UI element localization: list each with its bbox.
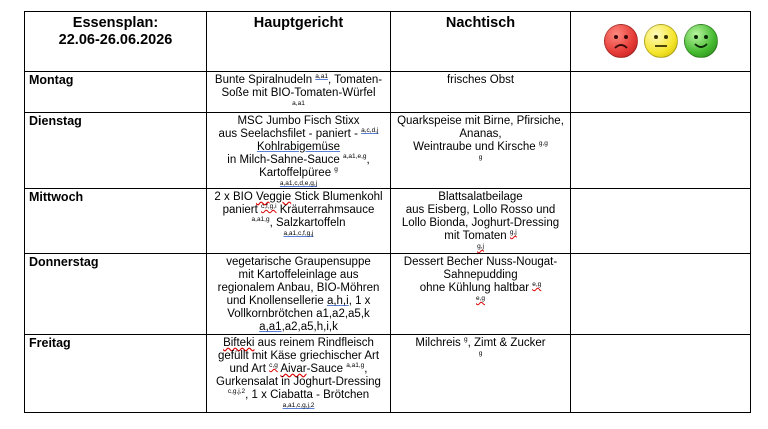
dessert: Blattsalatbeilage aus Eisberg, Lollo Rosso und Lollo Bionda, Joghurt-Dressing mit Tomaten $^{g,j}$ g,j (391, 189, 571, 254)
title-cell (25, 12, 207, 72)
dessert: Milchreis $^g$, Zimt & Zucker g (391, 335, 571, 413)
dessert: Quarkspeise mit Birne, Pfirsiche, Ananas, Weintraube und Kirsche $^{g,g}$ g (391, 113, 571, 189)
main-dish: Bunte Spiralnudeln $^{a,a1}$, Tomaten- Soße mit BIO-Tomaten-Würfel a,a1 (207, 72, 391, 113)
title-line1: Essensplan: (72, 15, 159, 31)
rating-cell (571, 12, 751, 72)
day-label: Freitag (25, 335, 207, 413)
header-row (25, 12, 751, 72)
sad-face-icon[interactable] (604, 24, 638, 58)
neutral-face-icon[interactable] (644, 24, 678, 58)
rating-empty (571, 254, 751, 335)
header-main: Hauptgericht (207, 12, 391, 72)
row-monday (25, 72, 751, 113)
row-wednesday (25, 189, 751, 254)
main-dish: Bifteki aus reinem Rindfleisch gefüllt mit Käse griechischer Art und Art $^{c,g}$ Aivar-Sauce $^{a,a1,g}$, Gurkensalat in Joghurt-Dressing $^{c,g,j,2}$, 1 x Ciabatta - Brötchen a,a1,c,g,j,2 (207, 335, 391, 413)
rating-empty (571, 189, 751, 254)
day-label: Donnerstag (25, 254, 207, 335)
menu-table (24, 11, 751, 413)
main-dish: 2 x BIO Veggie Stick Blumenkohl paniert $^{c,f,g,i}$ Kräuterrahmsauce $^{a,a1,g}$, Salzkartoffeln a,a1,c,f,g,j (207, 189, 391, 254)
happy-face-icon[interactable] (684, 24, 718, 58)
day-label: Mittwoch (25, 189, 207, 254)
rating-empty (571, 335, 751, 413)
rating-empty (571, 113, 751, 189)
main-dish: MSC Jumbo Fisch Stixx aus Seelachsfilet - paniert - $^{a,c,d,j}$ Kohlrabigemüse in Milch-Sahne-Sauce $^{a,a1,e,g}$, Kartoffelpüree $^g$ a,a1,c,d,e,g,j (207, 113, 391, 189)
row-tuesday (25, 113, 751, 189)
day-label: Dienstag (25, 113, 207, 189)
main-dish: vegetarische Graupensuppe mit Kartoffeleinlage aus regionalem Anbau, BIO-Möhren und Knollensellerie a,h,i, 1 x Vollkornbrötchen a1,a2,a5,k a,a1,a2,a5,h,i,k (207, 254, 391, 335)
header-dessert: Nachtisch (391, 12, 571, 72)
row-thursday (25, 254, 751, 335)
dessert: frisches Obst (391, 72, 571, 113)
rating-empty (571, 72, 751, 113)
row-friday (25, 335, 751, 413)
title-line2: 22.06-26.06.2026 (58, 32, 173, 48)
dessert: Dessert Becher Nuss-Nougat- Sahnepudding ohne Kühlung haltbar $^{e,g}$ e,g (391, 254, 571, 335)
day-label: Montag (25, 72, 207, 113)
